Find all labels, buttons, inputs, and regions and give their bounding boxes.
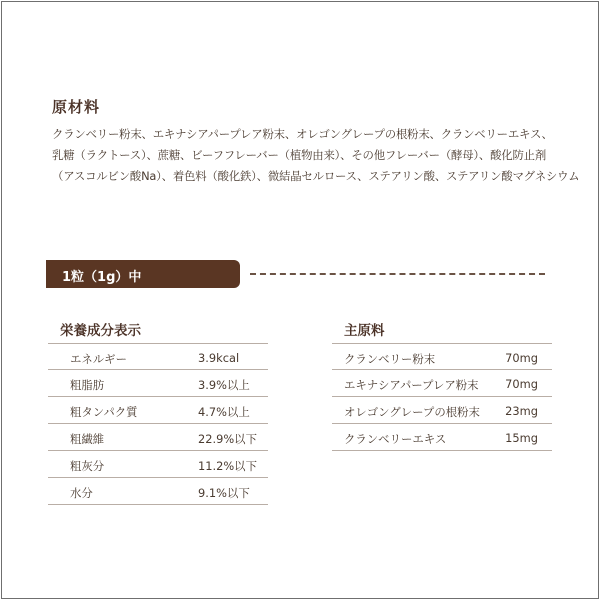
ingredient-name: オレゴングレープの根粉末 (344, 405, 480, 419)
table-row (48, 370, 268, 397)
table-row (332, 397, 552, 424)
main-ingredients-table (332, 343, 552, 451)
nutrient-value: 22.9%以下 (198, 432, 257, 446)
ingredient-amount: 70mg (505, 377, 538, 391)
ingredient-amount: 15mg (505, 431, 538, 445)
nutrient-value: 4.7%以上 (198, 405, 250, 419)
table-row (332, 370, 552, 397)
ingredients-line: （アスコルビン酸Na）、着色料（酸化鉄）、微結晶セルロース、ステアリン酸、ステアリン酸マグネシウム (52, 169, 580, 183)
ingredient-name: クランベリーエキス (344, 432, 447, 446)
ingredients-line: 乳糖（ラクトース）、蔗糖、ビーフフレーバー（植物由来）、その他フレーバー（酵母）、酸化防止剤 (52, 148, 547, 162)
nutrient-name: エネルギー (70, 352, 127, 366)
serving-banner (46, 260, 240, 288)
serving-label: 1粒（1g）中 (62, 270, 142, 285)
ingredients-line: クランベリー粉末、エキナシアパープレア粉末、オレゴングレープの根粉末、クランベリーエキス、 (52, 127, 553, 141)
ingredients-title: 原材料 (52, 98, 101, 116)
table-row (48, 343, 268, 370)
page-frame (1, 1, 599, 599)
nutrient-name: 粗脂肪 (70, 378, 105, 392)
ingredient-amount: 70mg (505, 351, 538, 365)
nutrient-name: 粗繊維 (70, 432, 105, 446)
table-row (48, 424, 268, 451)
ingredients-text (52, 124, 580, 187)
table-row (332, 424, 552, 451)
ingredient-amount: 23mg (505, 404, 538, 418)
table-row (332, 343, 552, 370)
ingredient-name: クランベリー粉末 (344, 352, 436, 366)
nutrient-value: 11.2%以下 (198, 459, 257, 473)
nutrient-value: 3.9%以上 (198, 378, 250, 392)
nutrient-value: 3.9kcal (198, 351, 240, 365)
ingredient-name: エキナシアパープレア粉末 (344, 378, 479, 392)
nutrition-table (48, 343, 268, 505)
table-row (48, 397, 268, 424)
main-ingredients-title: 主原料 (344, 323, 385, 339)
nutrient-name: 水分 (70, 486, 93, 500)
table-row (48, 451, 268, 478)
nutrient-name: 粗タンパク質 (70, 405, 138, 419)
nutrient-value: 9.1%以下 (198, 486, 250, 500)
table-row (48, 478, 268, 505)
nutrition-title: 栄養成分表示 (60, 323, 141, 339)
nutrient-name: 粗灰分 (70, 459, 105, 473)
dashed-divider (250, 273, 545, 275)
